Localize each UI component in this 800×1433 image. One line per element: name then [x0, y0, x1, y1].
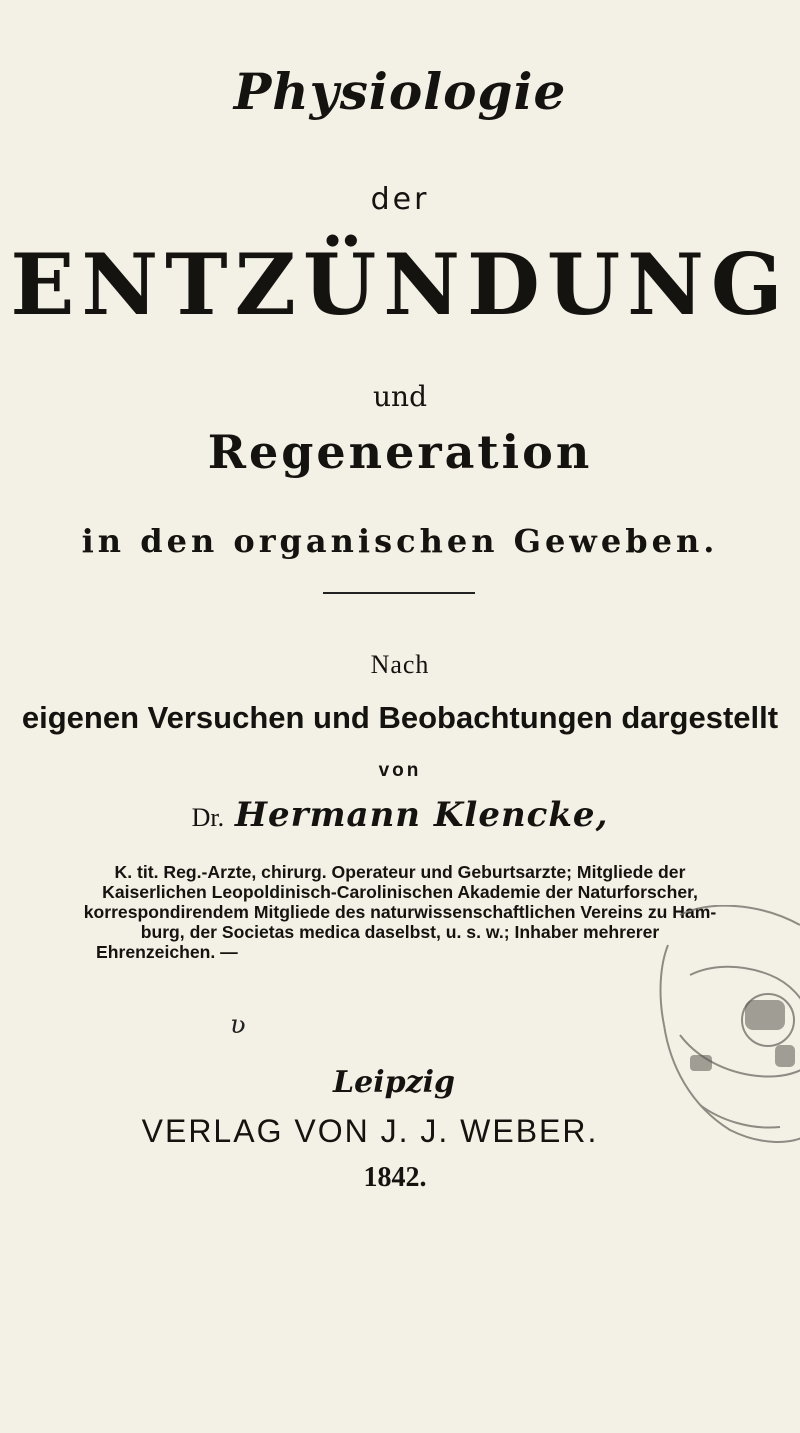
credentials-line: K. tit. Reg.-Arzte, chirurg. Operateur und Geburtsarzte; Mitgliede der: [114, 862, 686, 882]
title-regeneration: Regeneration: [207, 425, 593, 479]
title-physiologie: Physiologie: [233, 62, 567, 121]
title-entzuendung: ENTZÜNDUNG: [10, 235, 790, 334]
title-und: und: [373, 380, 427, 413]
credentials-line: Kaiserlichen Leopoldinisch-Carolinischen Akademie der Naturforscher,: [102, 882, 698, 902]
year: 1842.: [363, 1162, 427, 1193]
title-organischen-geweben: in den organischen Geweben.: [81, 522, 719, 560]
place-leipzig: Leipzig: [333, 1065, 455, 1100]
separator-rule: [323, 592, 475, 594]
credentials-line: korrespondirendem Mitgliede des naturwissenschaftlichen Vereins zu Ham-: [83, 902, 717, 922]
publisher: VERLAG VON J. J. WEBER.: [141, 1113, 599, 1149]
subtitle: eigenen Versuchen und Beobachtungen dargestellt: [21, 700, 779, 735]
credentials-line: burg, der Societas medica daselbst, u. s. w.; Inhaber mehrerer: [140, 922, 660, 942]
credentials-line: Ehrenzeichen. —: [96, 942, 238, 962]
author-prefix: Dr.: [191, 803, 225, 832]
author-line: [0, 795, 800, 835]
title-der: der: [370, 182, 430, 217]
nach-label: Nach: [370, 650, 430, 679]
handwritten-mark: ʋ: [230, 1010, 246, 1040]
von-label: von: [378, 760, 422, 781]
author-name: Hermann Klencke,: [234, 795, 609, 835]
